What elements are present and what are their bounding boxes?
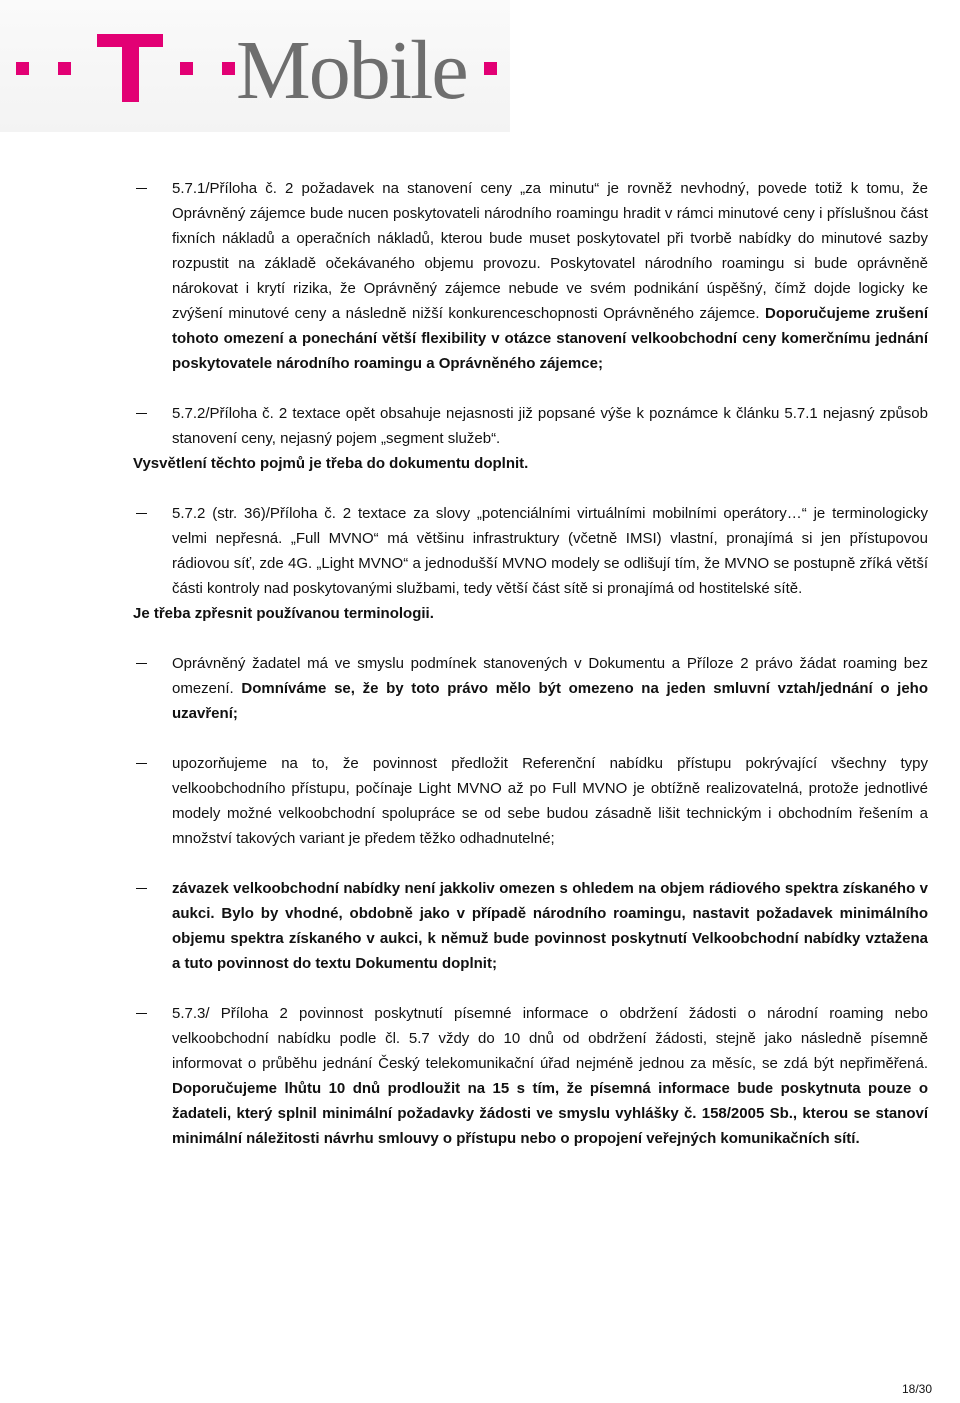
logo-wordmark: Mobile (236, 30, 467, 105)
list-item (172, 651, 928, 726)
item-text: Oprávněný žadatel má ve smyslu podmínek stanovených v Dokumentu a Příloze 2 právo žádat roaming bez omezení. (172, 655, 928, 697)
dash-bullet (136, 188, 147, 189)
dash-bullet (136, 513, 147, 514)
page-number: 18/30 (901, 1382, 932, 1396)
dash-bullet (136, 763, 147, 764)
document-body (0, 176, 960, 1151)
item-bold-text: Domníváme se, že by toto právo mělo být omezeno na jeden smluvní vztah/jednání o jeho uzavření; (172, 680, 928, 722)
list-item (172, 501, 928, 601)
item-bold-text: Doporučujeme lhůtu 10 dnů prodloužit na 15 s tím, že písemná informace bude poskytnuta pouze o žadateli, který splnil minimální požadavky žádosti ve smyslu vyhlášky č. 158/2005 Sb., kterou se stanoví minimální náležitosti návrhu smlouvy o přístupu nebo o propojení veřejných komunikačních sítí. (172, 1080, 928, 1147)
item-text: upozorňujeme na to, že povinnost předložit Referenční nabídku přístupu pokrývající všechny typy velkoobchodního přístupu, počínaje Light MVNO až po Full MVNO je obtížně realizovatelná, protože jednotlivé modely možné velkoobchodní spolupráce se od sebe budou zásadně lišit technickým i obchodním řešením a množství takových variant je předem těžko odhadnutelné; (172, 755, 928, 847)
logo-dot (222, 62, 235, 75)
t-mobile-logo (14, 30, 504, 105)
logo-dot (16, 62, 29, 75)
logo-t-stem (122, 34, 139, 102)
list-item (172, 401, 928, 451)
dash-bullet (136, 413, 147, 414)
list-item (172, 751, 928, 851)
item-text: 5.7.2 (str. 36)/Příloha č. 2 textace za slovy „potenciálními virtuálními mobilními operátory…“ je terminologicky velmi nepřesná. „Full MVNO“ má většinu infrastruktury (včetně IMSI) vlastní, pronajímá si jen přístupovou rádiovou síť, zde 4G. „Light MVNO“ a jednodušší MVNO modely se odlišují tím, že MVNO se postupně zříká větší části kontroly nad poskytovanými službami, tedy větší část sítě si pronajímá od hostitelské sítě. (172, 505, 928, 597)
dash-bullet (136, 888, 147, 889)
item-text: 5.7.3/ Příloha 2 povinnost poskytnutí písemné informace o obdržení žádosti o národní roaming nebo velkoobchodní nabídku podle čl. 5.7 vždy do 10 dnů od obdržení žádosti, stejně jako následně písemně informovat o průběhu jednání Český telekomunikační úřad nejméně jednou za měsíc, se zdá být nepřiměřená. (172, 1005, 928, 1072)
logo-dot (484, 62, 497, 75)
logo-dot (180, 62, 193, 75)
list-item (172, 176, 928, 376)
item-bold-text: závazek velkoobchodní nabídky není jakkoliv omezen s ohledem na objem rádiového spektra získaného v aukci. Bylo by vhodné, obdobně jako v případě národního roamingu, nastavit požadavek minimálního objemu spektra získaného v aukci, k němuž bude povinnost poskytnutí Velkoobchodní nabídky vztažena a tuto povinnost do textu Dokumentu doplnit; (172, 880, 928, 972)
item-bold-text: Doporučujeme zrušení tohoto omezení a ponechání větší flexibility v otázce stanovení velkoobchodní ceny komerčnímu jednání poskytovatele národního roamingu a Oprávněného zájemce; (172, 305, 928, 372)
dash-bullet (136, 663, 147, 664)
logo-dot (58, 62, 71, 75)
list-item (172, 876, 928, 976)
item-text: 5.7.1/Příloha č. 2 požadavek na stanovení ceny „za minutu“ je rovněž nevhodný, povede totiž k tomu, že Oprávněný zájemce bude nucen poskytovateli národního roamingu hradit v rámci minutové ceny i příslušnou část fixních nákladů a operačních nákladů, kterou bude muset poskytovatel při tvorbě nabídky do minutové sazby rozpustit na základě očekávaného objemu provozu. Poskytovatel národního roamingu si bude oprávněně nárokovat i krytí rizika, že Oprávněný zájemce nebude ve svém podnikání úspěšný, čímž dojde logicky ke zvýšení minutové ceny a následně nižší konkurenceschopnosti Oprávněného zájemce. (172, 180, 928, 322)
dash-bullet (136, 1013, 147, 1014)
bold-note: Vysvětlení těchto pojmů je třeba do dokumentu doplnit. (133, 455, 529, 472)
bold-note: Je třeba zpřesnit používanou terminologii. (133, 605, 434, 622)
list-item (172, 1001, 928, 1151)
logo-band (0, 0, 510, 132)
item-text: 5.7.2/Příloha č. 2 textace opět obsahuje nejasnosti již popsané výše k poznámce k článku 5.7.1 nejasný způsob stanovení ceny, nejasný pojem „segment služeb“. (172, 405, 928, 447)
